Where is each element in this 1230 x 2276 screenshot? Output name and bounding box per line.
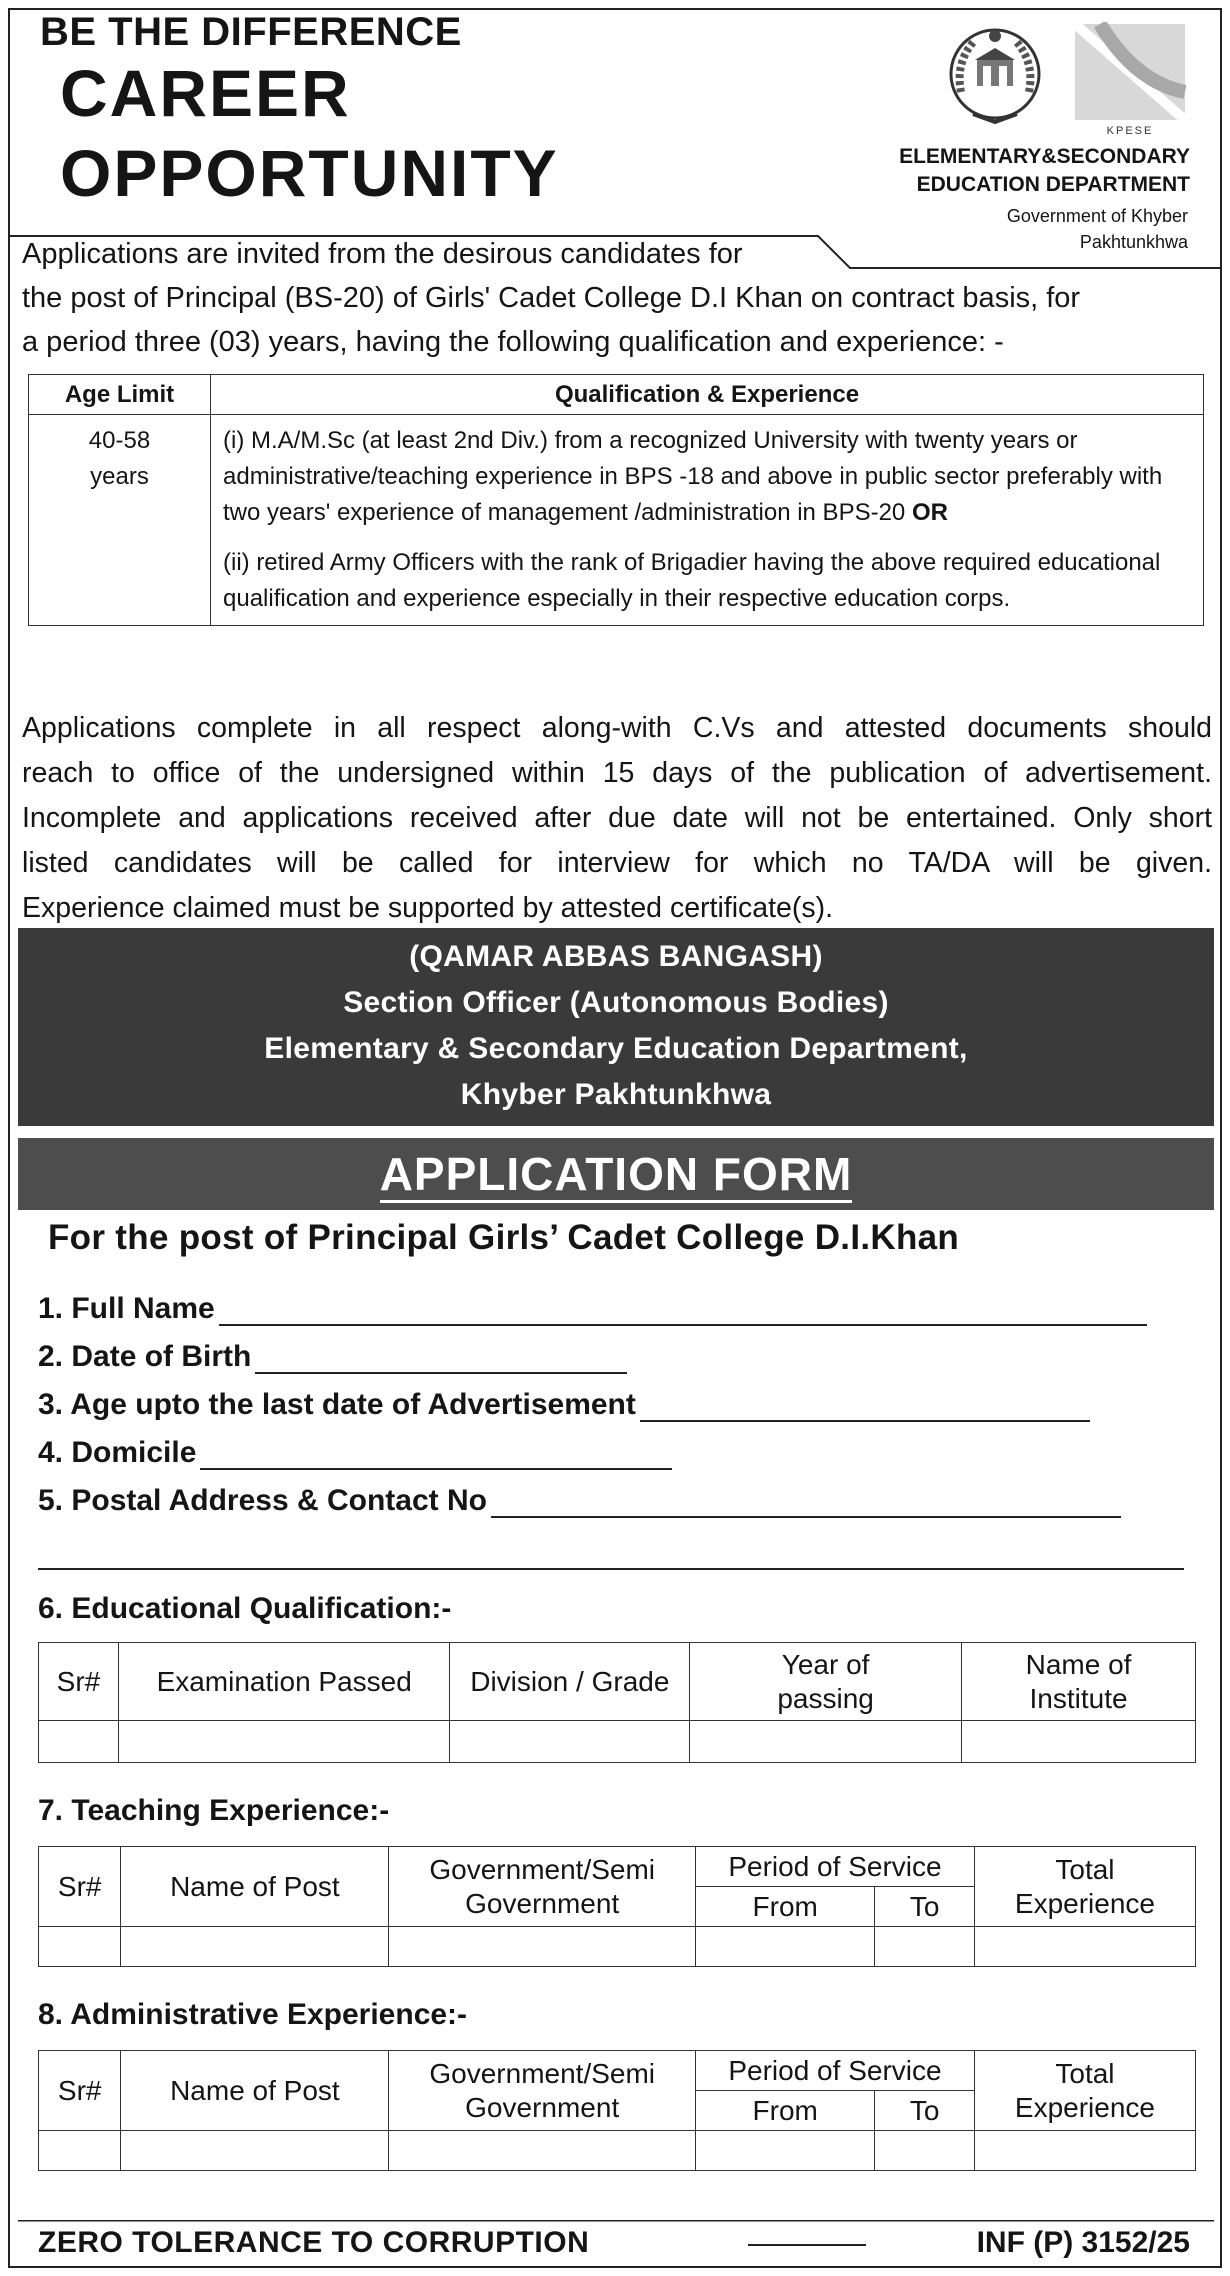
edu-sr-header: Sr# xyxy=(39,1643,119,1721)
table-row xyxy=(39,1721,1196,1763)
department-name-line-2: EDUCATION DEPARTMENT xyxy=(916,173,1190,196)
department-logo xyxy=(925,22,1195,137)
postal-address-label: 5. Postal Address & Contact No xyxy=(38,1484,487,1517)
officer-province: Khyber Pakhtunkhwa xyxy=(460,1078,772,1111)
officer-name: (QAMAR ABBAS BANGASH) xyxy=(409,940,823,973)
conditions-line-3: Incomplete and applications received after due date will not be entertained. Only short xyxy=(22,802,1212,834)
age-field[interactable] xyxy=(38,1388,1090,1422)
table-cell[interactable] xyxy=(39,2131,121,2171)
age-unit: years xyxy=(90,463,149,490)
education-table xyxy=(38,1642,1196,1763)
date-of-birth-field[interactable] xyxy=(38,1340,627,1374)
admin-to-header: To xyxy=(875,2091,975,2131)
administrative-table xyxy=(38,2050,1196,2171)
footer-rule xyxy=(748,2244,866,2246)
education-header-row xyxy=(39,1643,1196,1721)
form-post-heading: For the post of Principal Girls’ Cadet College D.I.Khan xyxy=(48,1218,960,1257)
postal-address-continuation-line[interactable] xyxy=(38,1568,1184,1570)
table-cell[interactable] xyxy=(875,1927,975,1967)
table-cell[interactable] xyxy=(39,1721,119,1763)
logo-text: KPESE xyxy=(1106,125,1154,137)
qualification-item-1 xyxy=(223,423,1193,531)
conditions-line-1: Applications complete in all respect along-with C.Vs and attested documents should xyxy=(22,712,1212,744)
table-cell[interactable] xyxy=(875,2131,975,2171)
officer-designation: Section Officer (Autonomous Bodies) xyxy=(343,986,889,1019)
conditions-line-2: reach to office of the undersigned within 15 days of the publication of advertisement. xyxy=(22,757,1212,789)
age-limit-header: Age Limit xyxy=(29,375,211,415)
postal-address-input-line[interactable] xyxy=(491,1490,1121,1518)
edu-exam-header: Examination Passed xyxy=(118,1643,450,1721)
table-cell[interactable] xyxy=(389,1927,696,1967)
education-heading: 6. Educational Qualification:- xyxy=(38,1592,452,1625)
table-cell[interactable] xyxy=(696,2131,875,2171)
age-limit-cell xyxy=(29,415,211,626)
qualification-header: Qualification & Experience xyxy=(211,375,1204,415)
title-line-1: CAREER xyxy=(60,56,351,130)
age-range: 40-58 xyxy=(88,427,151,454)
conditions-line-5: Experience claimed must be supported by attested certificate(s). xyxy=(22,892,834,924)
conditions-line-4: listed candidates will be called for interview for which no TA/DA will be given. xyxy=(22,847,1212,879)
emblem-icon xyxy=(951,30,1039,122)
title-line-2: OPPORTUNITY xyxy=(60,136,559,210)
teach-period-header: Period of Service xyxy=(696,1847,975,1887)
form-title-text: APPLICATION FORM xyxy=(380,1148,853,1203)
table-cell[interactable] xyxy=(974,2131,1195,2171)
table-cell[interactable] xyxy=(690,1721,962,1763)
tagline: BE THE DIFFERENCE xyxy=(40,10,462,54)
qualification-cell xyxy=(211,415,1204,626)
intro-line-3: a period three (03) years, having the following qualification and experience: - xyxy=(22,326,1004,358)
table-cell[interactable] xyxy=(121,1927,389,1967)
full-name-field[interactable] xyxy=(38,1292,1147,1326)
teach-from-header: From xyxy=(696,1887,875,1927)
domicile-field[interactable] xyxy=(38,1436,672,1470)
qualification-header-row xyxy=(29,375,1204,415)
intro-line-2: the post of Principal (BS-20) of Girls' Cadet College D.I Khan on contract basis, for xyxy=(22,282,1081,314)
teaching-header-row xyxy=(39,1847,1196,1887)
full-name-input-line[interactable] xyxy=(219,1298,1147,1326)
edu-division-header: Division / Grade xyxy=(450,1643,690,1721)
teach-post-header: Name of Post xyxy=(121,1847,389,1927)
government-line-2: Pakhtunkhwa xyxy=(1079,232,1188,252)
table-cell[interactable] xyxy=(962,1721,1196,1763)
qualification-row xyxy=(29,415,1204,626)
signature-block xyxy=(18,928,1214,1126)
form-title xyxy=(18,1138,1214,1210)
admin-from-header: From xyxy=(696,2091,875,2131)
admin-post-header: Name of Post xyxy=(121,2051,389,2131)
postal-address-field[interactable] xyxy=(38,1484,1121,1518)
full-name-label: 1. Full Name xyxy=(38,1292,215,1325)
teach-gov-header: Government/Semi Government xyxy=(389,1847,696,1927)
table-cell[interactable] xyxy=(39,1927,121,1967)
date-of-birth-input-line[interactable] xyxy=(255,1346,627,1374)
domicile-input-line[interactable] xyxy=(200,1442,672,1470)
table-cell[interactable] xyxy=(696,1927,875,1967)
table-row xyxy=(39,2131,1196,2171)
footer-reference: INF (P) 3152/25 xyxy=(976,2226,1190,2259)
table-cell[interactable] xyxy=(121,2131,389,2171)
table-cell[interactable] xyxy=(974,1927,1195,1967)
teach-to-header: To xyxy=(875,1887,975,1927)
qualification-table xyxy=(28,374,1204,626)
edu-year-header: Year of passing xyxy=(690,1643,962,1721)
intro-line-1: Applications are invited from the desirous candidates for xyxy=(22,238,743,270)
qualification-item-2: (ii) retired Army Officers with the rank of Brigadier having the above required educational qualification and experience especially in their respective education corps. xyxy=(223,549,1161,612)
administrative-header-row xyxy=(39,2051,1196,2091)
date-of-birth-label: 2. Date of Birth xyxy=(38,1340,252,1373)
officer-department: Elementary & Secondary Education Department, xyxy=(264,1032,968,1065)
qualification-item-1-text: (i) M.A/M.Sc (at least 2nd Div.) from a recognized University with twenty years or administrative/teaching experience in BPS -18 and above in public sector preferably with two years' experience of management /administration in BPS-20 xyxy=(223,427,1163,526)
admin-total-header: Total Experience xyxy=(974,2051,1195,2131)
domicile-label: 4. Domicile xyxy=(38,1436,197,1469)
or-label: OR xyxy=(911,499,948,526)
administrative-heading: 8. Administrative Experience:- xyxy=(38,1998,468,2031)
table-cell[interactable] xyxy=(389,2131,696,2171)
kpese-mark-icon xyxy=(1075,24,1185,120)
table-row xyxy=(39,1927,1196,1967)
admin-sr-header: Sr# xyxy=(39,2051,121,2131)
footer-slogan: ZERO TOLERANCE TO CORRUPTION xyxy=(38,2226,590,2259)
teaching-heading: 7. Teaching Experience:- xyxy=(38,1794,390,1827)
age-input-line[interactable] xyxy=(640,1394,1090,1422)
government-line-1: Government of Khyber xyxy=(1006,206,1188,226)
admin-gov-header: Government/Semi Government xyxy=(389,2051,696,2131)
table-cell[interactable] xyxy=(118,1721,450,1763)
table-cell[interactable] xyxy=(450,1721,690,1763)
teach-sr-header: Sr# xyxy=(39,1847,121,1927)
age-label: 3. Age upto the last date of Advertisement xyxy=(38,1388,636,1421)
teaching-table xyxy=(38,1846,1196,1967)
teach-total-header: Total Experience xyxy=(974,1847,1195,1927)
edu-institute-header: Name of Institute xyxy=(962,1643,1196,1721)
department-name-line-1: ELEMENTARY&SECONDARY xyxy=(899,145,1190,168)
admin-period-header: Period of Service xyxy=(696,2051,975,2091)
